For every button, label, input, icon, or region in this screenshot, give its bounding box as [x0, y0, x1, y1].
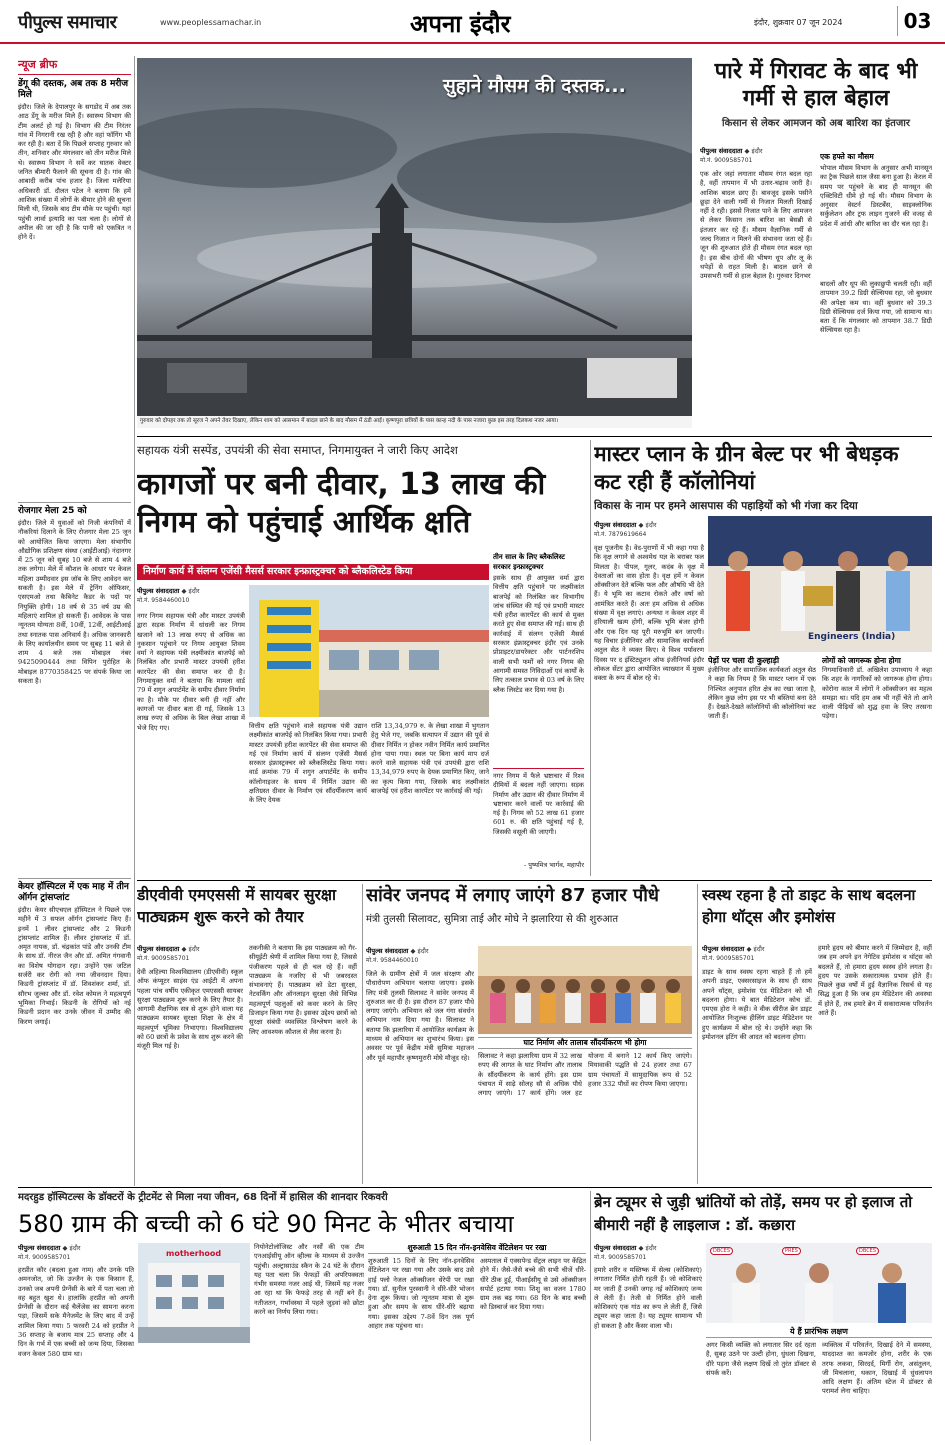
wall-red-strip: निर्माण कार्य में संलग्न एजेंसी मैसर्स सरकार इन्फ्रास्ट्रक्चर को ब्लैकलिस्टेड किया [137, 564, 489, 580]
trees-phone: मो.नं. 9584460010 [366, 957, 419, 964]
cyber-story [137, 884, 357, 1184]
wall-quote: नगर निगम में फैले भ्रष्टाचार में रिश्व दीमियों में बदला नहीं जाएगा। सड़क निर्माण और उद्यान की दीवार निर्माण में भ्रष्टाचार करने वालों पर कार्रवाई की गई है। निगम को 52 लाख 61 हजार 601 रु. की क्षति पहुंचाई गई है, जिसकी वसूली की जाएगी। [493, 768, 584, 858]
green-photo-text2: निगमाधिकारी डॉ. अखिलेश उपाध्याय ने कहा कि शहर के नागरिकों को जागरूक होना होगा। कोरोना काल में लोगों ने ऑक्सीजन का महत्व समझा था। यदि हम अब भी नहीं चेते तो आने वाली पीढ़ियों को शुद्ध हवा के लिए तरसना पड़ेगा। [822, 666, 932, 721]
weather-byline: पीपुल्स संवाददाता ◆ इंदौर [700, 147, 763, 155]
wall-phone: मो.नं. 9584460010 [137, 597, 190, 604]
green-subhead: विकास के नाम पर हमने आसपास की पहाड़ियों को भी गंजा कर दिया [594, 500, 858, 512]
wall-side-body: इसके साथ ही आयुक्त वर्मा द्वारा वित्तीय क्षति पहुंचाने पर लक्ष्मीकांत बाजपेई को निलंबित कर विभागीय जांच संस्थित की गई एवं प्रभारी मास्टर यंत्री हरीश कारपेंटर की कार्य से मुक्त करते हुए सेवा समाप्त की गई। साथ ही कार्रवाई में संलग्न एजेंसी मैसर्स सरकार इंफ्रास्ट्रक्चर इंदौर एवं उनके प्रोप्राइटर/डायरेक्टर और पार्टनरशिप वाली सभी फर्मों को नगर निगम की आगामी समस्त निविदाओं एवं कार्यों के लिए तत्काल प्रभाव से 03 वर्ष के लिए ब्लैक लिस्टेड कर दिया गया है। [493, 574, 584, 694]
weather-side-title: एक हफ्ते का मौसम [820, 152, 874, 161]
baby-phone: मो.नं. 9009585701 [18, 1254, 71, 1261]
crowd-photo-art [478, 946, 692, 1034]
green-headline: मास्टर प्लान के ग्रीन बेल्ट पर भी बेधड़क कट रही हैं कॉलोनियां [594, 442, 899, 494]
section-title: अपना इंदौर [410, 10, 511, 38]
brief-title-rojgar: रोजगार मेला 25 को [18, 502, 131, 517]
photo-tag-3: DBCES [856, 1247, 879, 1255]
brief-title-care: केयर हॉस्पिटल में एक माह में तीन ऑर्गन ट्रांसप्लांट [18, 878, 131, 904]
bridge-photo-art [137, 58, 692, 428]
baby-body2: नियोनेटोलॉजिस्ट और नर्सों की एक टीम एनआईसीयू ऑन व्हील्स के माध्यम से उज्जैन पहुंची। अल्ट्रासाउंड स्कैन के 24 घंटे के दौरान यह पता चला कि फेफड़ों की अपरिपक्वता गंभीर समस्या नजर आई थी, जिसमें यह नजर आ रहा था कि फेफड़े तरह से नहीं बने हैं। नतीजतन, गर्भावस्था में पहले जुड़वां को छोटा करने का निर्णय लिया गया। [254, 1243, 364, 1317]
brief-body-rojgar: इंदौर। जिले में युवाओं को निजी कंपनियों में नौकरियां दिलाने के लिए रोजगार मेला 25 जून को आयोजित किया जाएगा। मेला संभागीय औद्योगिक प्रशिक्षण संस्था (आईटीआई) नंदानगर में 25 जून को सुबह 10 बजे से शाम 4 बजे तक लगेगा। मेले में कौशल के आधार पर केवल महिला उम्मीदवार इस जॉब के लिए आवेदन कर सकती है। इस मेले में ट्रेनिंग ऑफिसर, एसएमओ तथा कैबिनेट कैडर के पदों पर नियुक्ति होगी। 18 वर्ष से 35 वर्ष उम्र की महिलाएं शामिल हो सकती हैं। आवेदक के पास न्यूनतम योग्यता 8वीं, 10वीं, 12वीं, आईटीआई तथा स्नातक पास अनिवार्य है। अधिक जानकारी के लिए कार्यालयीन समय पर सुबह 11 बजे से शाम 4 बजे तक मोबाइल नंबर 9425090444 तथा विपिन पुरोहित के मोबाइल 8770358425 पर संपर्क किया जा सकता है। [18, 519, 131, 686]
trees-photo-caption: घाट निर्माण और तालाब सौंदर्यीकरण भी होगा [478, 1037, 692, 1049]
trees-body: जिले के ग्रामीण क्षेत्रों में जल संरक्षण और पौधारोपण अभियान चलाया जाएगा। इसके लिए मंत्री तुलसी सिलावट ने सांवेर जनपद में शुरुआत कर दी है। इस दौरान 87 हजार पौधे लगाए जाएंगे। अभियान को जल गंगा संवर्धन अभियान नाम दिया गया है। सिलावट ने बताया कि झलारिया में आयोजित कार्यक्रम के माध्यम से अभियान का शुभारंभ किया। इस अवसर पर पूर्व केंद्रीय मंत्री सुमित्रा महाजन और पूर्व महापौर कृष्णमुरारी मोघे मौजूद रहे। [366, 970, 474, 1062]
diet-body2: हमारे हृदय को बीमार करने में जिम्मेदार है, वहीं जब हम अपने इन नेगेटिव इमोशंस व थॉट्स को बदलते हैं, तो हमारा हृदय स्वस्थ होने लगता है। हृदय पर उसके सकारात्मक प्रभाव होते हैं। पिछले कुछ वर्षों में हुई वैज्ञानिक रिसर्च से यह सिद्ध हुआ है कि जब हम मेडिटेशन की अवस्था में होते हैं, तब हमारे ब्रेन में सकारात्मक परिवर्तन आते हैं। [818, 944, 932, 1018]
weather-side-body: भोपाल मौसम विभाग के अनुसार अभी मानसून का ट्रैक पिछले साल जैसा बना हुआ है। केरल में समय पर पहुंचने के बाद ही मानसून की एक्टिविटी धीमे हो गई थी। मौसम विभाग के अनुसार वेस्टर्न डिस्टर्बेंस, साइक्लोनिक सर्कुलेशन और ट्रफ लाइन गुजरने की वजह से प्रदेश में आंधी और बारिश का दौर चल रहा है। [820, 164, 932, 228]
weather-side-body2: बादलों और धूप की लुकाछुपी चलती रही। वहीं तापमान 39.2 डिग्री सेल्सियस रहा, जो बुधवार की अपेक्षा कम था। वहीं बुधवार को 39.3 डिग्री सेल्सियस दर्ज किया गया, जो सामान्य था। बता दें कि मंगलवार को तापमान 38.7 डिग्री सेल्सियस रहा है। [820, 280, 932, 335]
cyber-headline: डीएवीवी एमएससी में सायबर सुरक्षा पाठ्यक्रम शुरू करने को तैयार [137, 886, 336, 926]
weather-story [700, 58, 932, 428]
trees-headline: सांवेर जनपद में लगाए जाएंगे 87 हजार पौधे [366, 885, 659, 906]
green-photo-text1: इंजीनियर और सामाजिक कार्यकर्ता अतुल सेठ ने कहा कि नियम है कि मास्टर प्लान में एक निश्चित अनुपात हरित क्षेत्र का रखा जाता है, लेकिन कुछ लोग इस पर भी बस्तियां बना देते हैं। देखते-देखते कॉलोनियों की कॉलोनियां कट जाती हैं। [708, 666, 816, 721]
green-byline: पीपुल्स संवाददाता ◆ इंदौर [594, 521, 657, 529]
baby-side-title: शुरुआती 15 दिन नॉन-इनवेसिव वेंटिलेशन पर रखा [368, 1243, 586, 1254]
green-photo-caption2: लोगों को जागरूक होना होगा [822, 656, 901, 665]
brain-headline: ब्रेन ट्यूमर से जुड़ी भ्रांतियों को तोड़ें, समय पर हो इलाज तो बीमारी नहीं है लाइलाज : डॉ. कछारा [594, 1193, 913, 1234]
diet-body: डाइट के साथ स्वस्थ रहना चाहते हैं तो हमें अपनी डाइट, एक्सरसाइज के साथ ही साथ अपने थॉट्स, इमोशंस एंड मेडिटेशन को भी बदलना होगा। ये बात मेडिटेशन कोच डॉ. एमएस होरा ने कही। वे वीक सीरीज ब्रेन डाइट आयोजित निःशुल्क हीलिंग डाइट मेडिटेशन पर हुए कार्यक्रम में बोल रहे थे। उन्होंने कहा कि इमोशनल इटिंग की आदत को बदलना होगा। [702, 968, 812, 1042]
wall-body3: राशि 13,34,979 रु. के लेखा शाखा में भुगतान हेतु भेजे गए, जबकि सत्यापन में उद्यान की पूर्व से दीवार निर्मित न होकर नवीन निर्मित कार्य प्रमाणित होना पाया गया। स्थल पर बिना कार्य माप दर्ज करने वाले सहायक यंत्री एवं उपयंत्री द्वारा राशि 13,34,979 रुपए के देयक प्रमाणित किए, जाने का कृत्य किया गया, जिसके बाद लक्ष्मीकांत बाजपेई एवं हरीश कारपेंटर पर कार्रवाई की गई। [371, 722, 489, 796]
weather-photo [137, 58, 692, 428]
green-photo-sign: Engineers (India) [808, 632, 896, 642]
brief-label: न्यूज ब्रीफ [18, 56, 131, 75]
trees-byline: पीपुल्स संवाददाता ◆ इंदौर [366, 947, 429, 955]
baby-photo [138, 1243, 250, 1343]
brain-byline: पीपुल्स संवाददाता ◆ इंदौर [594, 1244, 657, 1252]
wall-headline: कागजों पर बनी दीवार, 13 लाख की निगम को पहुंचाई आर्थिक क्षति [137, 467, 546, 540]
wall-side-title: तीन साल के लिए ब्लैकलिस्ट सरकार इन्फ्रास्ट्रक्चर [493, 553, 565, 571]
trees-subhead: मंत्री तुलसी सिलावट, सुमित्रा ताई और मोघे ने झलारिया से की शुरुआत [366, 914, 619, 925]
press-conference-art [706, 1243, 932, 1323]
cyber-body: देवी अहिल्या विश्वविद्यालय (डीएवीवी) स्कूल ऑफ कंप्यूटर साइंस एंड आईटी में अपना पहला पांच वर्षीय एकीकृत एमएससी सायबर सुरक्षा पाठ्यक्रम शुरू करने के लिए तैयार है। आगामी शैक्षणिक सत्र से शुरू होने वाला यह पाठ्यक्रम सायबर सुरक्षा शिक्षा के क्षेत्र में महत्वपूर्ण भूमिका निभाएगा। विश्वविद्यालय को 60 छात्रों के प्रवेश के साथ शुरू करने की मंजूरी मिल गई है। [137, 968, 243, 1051]
page-number: 03 [897, 6, 937, 36]
wall-body1: नगर निगम सहायक यंत्री और मास्टर उपयंत्री द्वारा सड़क निर्माण में धांधली कर निगम खजाने को 13 लाख रुपए से अधिक का नुकसान पहुंचाने पर निगम आयुक्त शिवम वर्मा ने सहायक यंत्री लक्ष्मीकांत बाजपेई को निलंबित और प्रभारी मास्टर उपयंत्री हरीश कारपेंटर की सेवा समाप्त कर दी है। निगमायुक्त वर्मा ने बताया कि मामला वार्ड 79 में शगुन अपार्टमेंट के समीप दीवार निर्माण का है। मौके पर दीवार बनी ही नहीं और कागजों पर दीवार बता दी गई, जिसके 13 लाख रुपए से अधिक के बिल लेखा शाखा में भेजे दिए गए। [137, 612, 245, 732]
weather-subhead: किसान से लेकर आमजन को अब बारिश का इंतजार [722, 118, 910, 129]
brain-side-body: अगर किसी व्यक्ति को लगातार सिर दर्द रहता है, सुबह उठने पर उल्टी होना, धुंधला दिखना, दौरे पड़ना जैसे लक्षण दिखें तो तुरंत डॉक्टर से संपर्क करें। [706, 1341, 816, 1377]
baby-side-body2: अस्पताल में एक्सपेन्ड सेंट्रल लाइन पर केंद्रित होने में। जैसे-जैसे बच्चे की सभी चीजें धीरे-धीरे ठीक हुईं, पीआईसीयू से उसे ऑक्सीजन सपोर्ट हटाया गया। शिशु का वजन 1780 ग्राम तक बढ़ गया। 68 दिन के बाद बच्ची को डिस्चार्ज कर दिया गया। [480, 1257, 586, 1312]
baby-body: हरप्रीत कौर (बदला हुआ नाम) और उनके पति अमनजोत, जो कि उज्जैन के एक किसान हैं, उनको जब अपनी प्रेग्नेंसी के बारे में पता चला तो वह बहुत खुश थे। हालांकि हरप्रीत को अपनी प्रेग्नेंसी के दौरान कई चैलेंजेस का सामना करना पड़ा, जिसमें सके मैनेजमेंट के लिए बाद में उन्हें शामिल किया गया। 5 फरवरी 24 को हरप्रीत ने 36 सप्ताह के बजाय मात्र 25 सप्ताह और 4 दिन के गर्भ में एक बच्ची को जन्म दिया, जिसका वजन केवल 580 ग्राम था। [18, 1266, 134, 1358]
brain-phone: मो.नं. 9009585701 [594, 1254, 647, 1261]
baby-headline: 580 ग्राम की बच्ची को 6 घंटे 90 मिनट के भीतर बचाया [18, 1210, 514, 1238]
wall-story [137, 440, 584, 876]
news-brief-column [18, 56, 131, 1184]
weather-body: एक ओर जहां लगातार मौसम रंगत बदल रहा है, वहीं तापमान में भी उतार-चढ़ाव जारी है। आशिक बादल छाए हैं। बावजूद इसके पसीने छूड़ा देने वाली गर्मी से निजात मिलती दिखाई नहीं दे रही। इससे निजात पाने के लिए आमजन से लेकर किसान तक बारिश का बेसब्री से इंतजार कर रहे हैं। मौसम वैज्ञानिक गर्मी से जल्द निजात न मिलने की संभावना जता रहे हैं। जून की शुरुआत होते ही मौसम रंगत बदल रहा है। इस बीच दोनों की भीषण धूप और लू के थपेड़ों से राहत मिली है। बादल छाने से उमसभरी गर्मी से हाल बेहाल है। गुरुवार दिनभर [700, 170, 812, 281]
wall-kicker: सहायक यंत्री सस्पेंड, उपयंत्री की सेवा समाप्त, निगमायुक्त ने जारी किए आदेश [137, 443, 458, 457]
diet-phone: मो.नं. 9009585701 [702, 955, 755, 962]
trees-story [366, 884, 692, 1184]
building-photo-art [249, 585, 489, 717]
baby-kicker: मदरहुड हॉस्पिटल्स के डॉक्टरों के ट्रीटमेंट से मिला नया जीवन, 68 दिनों में हासिल की शानदार रिकवरी [18, 1192, 388, 1203]
wall-quote-by: - पुष्यमित्र भार्गव, महापौर [523, 861, 584, 869]
photo-tag-1: DBCES [710, 1247, 733, 1255]
green-body: वृक्ष पूजनीय है। वेद-पुराणों में भी कहा गया है कि वृक्ष लगाने से अश्वमेध यज्ञ के बराबर फल मिलता है। पीपल, गूलर, कदंब के वृक्ष में देवताओं का वास होता है। वृक्ष हमें न केवल ऑक्सीजन देते बल्कि फल और औषधि भी देते हैं। ये भूमि का कटाव रोकते और वर्षा को आमंत्रित करते हैं। अतः हम अधिक से अधिक संख्या में वृक्ष लगाएं। अन्यथा न केवल शहर में हरियाली खत्म होगी, बल्कि भूमि बंजर होगी और एक दिन यह पूरी मरुभूमि बन जाएगी। यह विचार इंजीनियर और सामाजिक कार्यकर्ता अतुल सेठ ने व्यक्त किए। वे विश्व पर्यावरण दिवस पर द इंस्टिट्यूशन ऑफ इंजीनियर्स इंदौर लोकल सेंटर द्वारा आयोजित व्याख्यान में मुख्य वक्ता के रूप में बोल रहे थे। [594, 544, 704, 683]
trees-photo [478, 946, 692, 1034]
hospital-photo-art [138, 1243, 250, 1343]
cyber-phone: मो.नं. 9009585701 [137, 955, 190, 962]
weather-headline: पारे में गिरावट के बाद भी गर्मी से हाल बेहाल [714, 59, 918, 111]
brief-body-care: इंदौर। केयर सीएचएल हॉस्पिटल ने पिछले एक महीने में 3 सफल ऑर्गन ट्रांसप्लांट किए हैं। इनमें 1 लीवर ट्रांसप्लांट और 2 किडनी ट्रांसप्लांट शामिल हैं। लीवर ट्रांसप्लांट में डॉ. अमृत नायक, डॉ. चंद्रकांत पांडे और उनकी टीम के साथ डॉ. नीरज जैन और डॉ. अमित गंगवानी का विशेष योगदान रहा। उन्होंने एक जटिल सर्जरी कर रोगी को नया जीवनदान दिया। किडनी ट्रांसप्लांट में डॉ. शिवशंकर शर्मा, डॉ. सौरभ जुल्का और डॉ. रवेश कोमल ने महत्वपूर्ण भूमिका निभाई। किडनी के रोगियों को नई किडनी प्रदान कर उनके जीवन में उम्मीद की किरण जगाई। [18, 906, 131, 1026]
photo-tag-2: PRES [782, 1247, 801, 1255]
diet-story [702, 884, 932, 1184]
baby-story [18, 1191, 586, 1441]
website-url[interactable]: www.peoplessamachar.in [160, 18, 262, 27]
baby-photo-sign: motherhood [166, 1249, 222, 1258]
wall-byline: पीपुल्स संवाददाता ◆ इंदौर [137, 587, 200, 595]
wall-photo [249, 585, 489, 717]
masthead [0, 0, 945, 44]
trees-body2: सिलावट ने कहा झलारिया ग्राम में 32 लाख रुपए की लागत के घाट निर्माण और तालाब के सौंदर्यीकरण के कार्य होंगे। इस ग्राम पंचायत में साढ़े सोलह सौ से अधिक पौधे लगाए जाएंगे। 17 कार्य होंगे। जल हट योजना में बनाने 12 कार्य किए जाएंगे। मियावाकी पद्धति से 24 हजार तथा 67 ग्राम पंचायतों में सामुदायिक रूप से 52 हजार 332 पौधों का रोपण किया जाएगा। [478, 1052, 692, 1098]
cyber-body2: तकनीकी ने बताया कि इस पाठ्यक्रम को गैर-सीयूईटी श्रेणी में शामिल किया गया है, जिससे पंजीकरण पहले से ही चल रहे हैं। वहीं पाठ्यक्रम के नजरिए से भी जबरदस्त संभावनाएं हैं। पाठ्यक्रम को डेटा सुरक्षा, नेटवर्किंग और ऑनलाइन सुरक्षा जैसे विभिन्न महत्वपूर्ण पहलुओं को कवर करने के लिए डिजाइन किया गया है। इसका उद्देश्य छात्रों को सुरक्षा संबंधी व्यवस्थित विश्लेषण करने के लिए आवश्यक कौशल से लैस करना है। [249, 944, 357, 1036]
newspaper-logo[interactable]: पीपुल्स समाचार [18, 12, 117, 33]
baby-byline: पीपुल्स संवाददाता ◆ इंदौर [18, 1244, 81, 1252]
green-phone: मो.नं. 7879619664 [594, 531, 647, 538]
brain-story [594, 1191, 932, 1441]
green-photo-caption1: पेड़ों पर चला दी कुल्हाड़ी [708, 656, 780, 665]
brain-side-body2: व्यक्तित्व में परिवर्तन, दिखाई देने में समस्या, याददाश्त का कमजोर होना, शरीर के एक तरफ लकवा, सिरदर्द, मिर्गी रोग, असंतुलन, जी मिचलाना, थकान, दिखाई में धुंधलापन आदि लक्षण हैं। अंतिम स्टेज में डॉक्टर से परामर्श लेना चाहिए। [822, 1341, 932, 1396]
brief-title-dengue: डेंगू की दस्तक, अब तक 8 मरीज मिले [18, 79, 129, 100]
brief-body-dengue: इंदौर। जिले के देपालपुर के सगडोद में अब तक आठ डेंगू के मरीज मिले हैं। स्वास्थ्य विभाग की टीम अलर्ट हो गई है। विभाग की टीम निरंतर गांव में निगरानी रख रही है और वहां फॉगिंग भी कर रही है। बता दें कि पिछले सप्ताह गुरुवार को तीन, शनिवार और मंगलवार को तीन मरीज मिले थे। स्वास्थ्य विभाग ने सर्वे कर घातक वेक्टर जनित बीमारी फैलाने की सूचना दी है। गांव की आबादी करीब पांच हजार है। जिला मलेरिया अधिकारी डॉ. दौलत पटेल ने बताया कि हमें आशिक संख्या में लोगों के बीमार होने की सूचना मिली थी, जिसके बाद टीम मौके पर पहुंची। यहां पहुंची लार्वा इत्यादि का पता चला है। लोगों से अपील की जा रही है कि पानी को एकत्रित न होने दें। [18, 103, 131, 242]
weather-phone: मो.नं. 9009585701 [700, 157, 753, 164]
green-photo [708, 516, 932, 652]
brain-body: हमारे शरीर व मस्तिष्क में सेल्स (कोशिकाएं) लगातार निर्मित होती रहती हैं। जो कोशिकाएं मर जाती हैं उनकी जगह नई कोशिकाएं जन्म ले लेती हैं। तेजी से निर्मित होने वाली कोशिकाएं एक गांठ का रूप ले लेती हैं, जिसे ट्यूमर कहा जाता है। यह ट्यूमर सामान्य भी हो सकता है और कैंसर वाला भी। [594, 1266, 702, 1330]
weather-photo-caption: गुरुवार को दोपहर तक तो सूरज ने अपने तेवर दिखाए, लेकिन शाम को आसमान में बादल छाने के बाद मौसम में ठंडी आई। कृष्णपुरा छत्रियों के पास कान्ह नदी के पास नजारा कुछ इस तरह दिलकश नजर आया। [137, 416, 692, 428]
cyber-byline: पीपुल्स संवाददाता ◆ इंदौर [137, 945, 200, 953]
baby-side-body: शुरुआती 15 दिनों के लिए नॉन-इनवेसिव वेंटिलेशन पर रखा गया और उसके बाद उसे हाई फ्लो नेजल ऑक्सीजन थेरेपी पर रखा गया। डॉ. सुनील पुरस्वानी ने धीरे-धीरे भोजन देना शुरू किया। जो न्यूनतम मात्रा से शुरू हुआ और समय के साथ धीरे-धीरे बढ़ाया गया। इसका उद्देश्य 7-8वें दिन तक पूर्ण आहार तक पहुंचना था। [368, 1257, 474, 1331]
brain-side-title: ये हैं प्रारंभिक लक्षण [706, 1327, 932, 1338]
dateline: इंदौर, शुक्रवार 07 जून 2024 [754, 18, 843, 27]
brain-photo [706, 1243, 932, 1323]
diet-byline: पीपुल्स संवाददाता ◆ इंदौर [702, 945, 765, 953]
wall-body2: वित्तीय क्षति पहुंचाने वाले सहायक यंत्री उद्यान लक्ष्मीकांत बाजपेई को निलंबित किया गया। प्रभारी मास्टर उपयंत्री हरीश कारपेंटर की सेवा समाप्त की गई एवं निर्माण कार्य में संलग्न एजेंसी मैसर्स सरकार इंफ्रास्ट्रक्चर को ब्लैकलिस्टेड किया गया। वार्ड क्रमांक 79 में शगुन अपार्टमेंट के समीप कॉलोनाइजर के समय में निर्मित उद्यान की क्षतिग्रस्त दीवार के निर्माण एवं सौंदर्यीकरण कार्य के लिए देयक [249, 722, 367, 805]
green-story [594, 440, 932, 876]
diet-headline: स्वस्थ रहना है तो डाइट के साथ बदलना होगा थॉट्स और इमोशंस [702, 886, 916, 926]
weather-photo-title: सुहाने मौसम की दस्तक... [443, 75, 626, 97]
